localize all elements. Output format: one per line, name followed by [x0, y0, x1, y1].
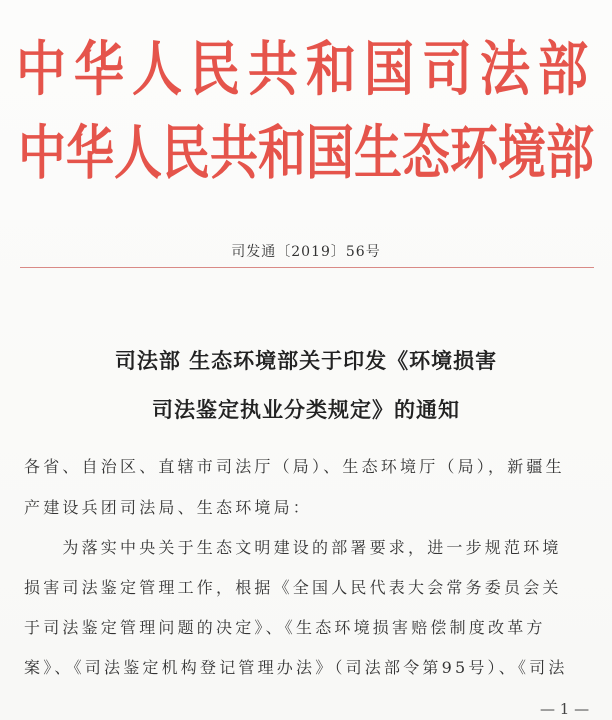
masthead-ministry-of-justice: 中华人民共和国司法部 — [16, 34, 596, 104]
addressee-line-2: 产建设兵团司法局、生态环境局： — [24, 498, 313, 517]
body-line: 损害司法鉴定管理工作，根据《全国人民代表大会常务委员会关 — [24, 578, 562, 597]
body-line: 为落实中央关于生态文明建设的部署要求，进一步规范环境 — [24, 538, 562, 557]
masthead-ministry-of-ecology-environment: 中华人民共和国生态环境部 — [17, 119, 594, 188]
body-line: 于司法鉴定管理问题的决定》、《生态环境损害赔偿制度改革方 — [24, 618, 546, 637]
document-number: 司发通〔2019〕56号 — [231, 244, 381, 260]
page-number: — 1 — — [540, 700, 590, 718]
header-divider — [20, 267, 594, 268]
body-line: 案》、《司法鉴定机构登记管理办法》（司法部令第95号）、《司法 — [24, 658, 568, 677]
addressee-line-1: 各省、自治区、直辖市司法厅（局）、生态环境厅（局），新疆生 — [24, 457, 565, 476]
document-title-line-1: 司法部 生态环境部关于印发《环境损害 — [114, 348, 498, 373]
document-title-line-2: 司法鉴定执业分类规定》的通知 — [152, 397, 460, 422]
